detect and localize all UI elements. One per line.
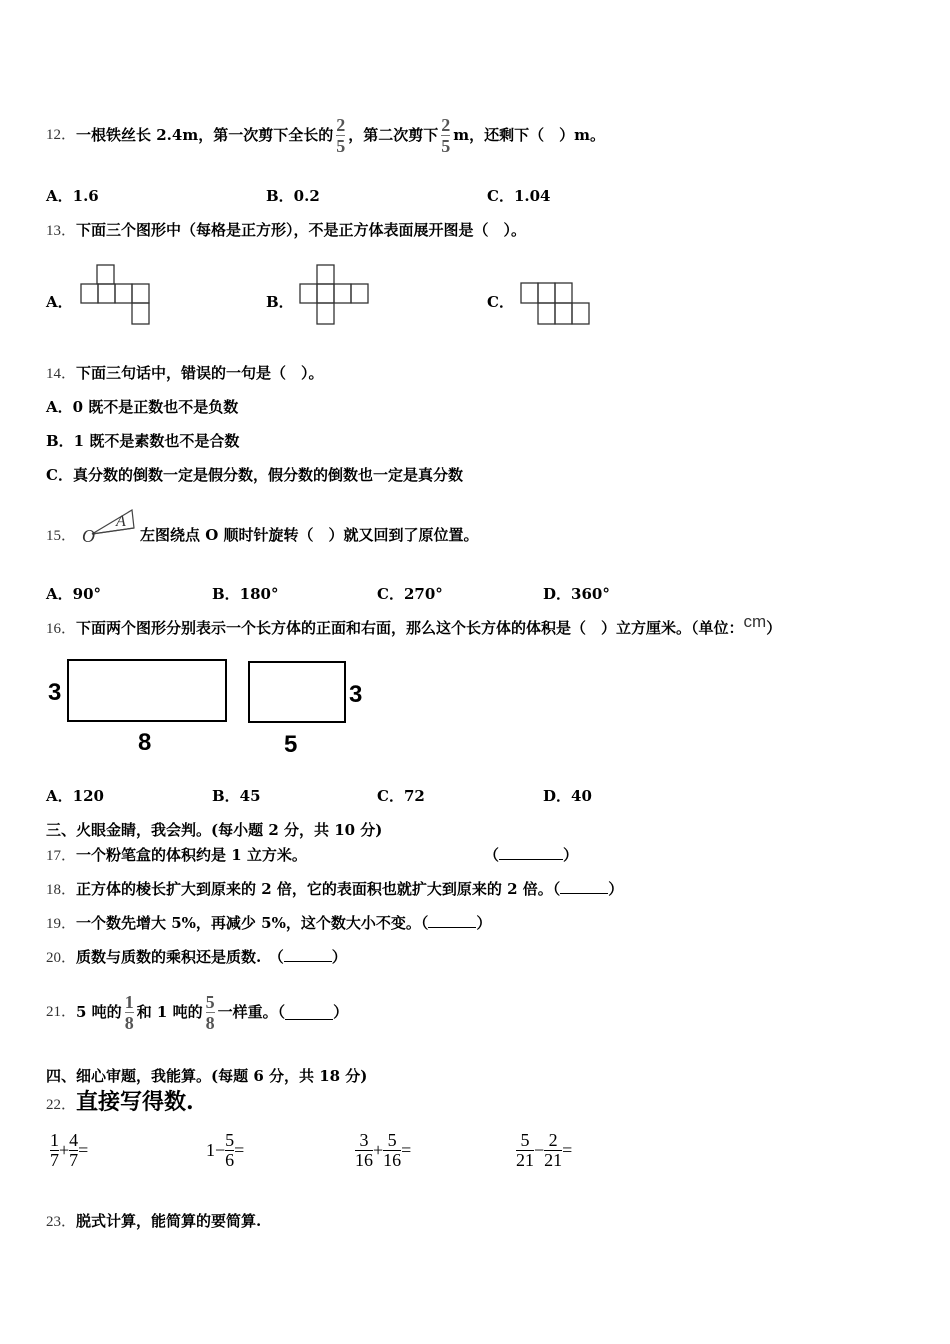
q15-option-b[interactable]: B．180° [212, 585, 279, 603]
q12-fraction-1 [336, 116, 345, 155]
q16-front-width: 8 [138, 729, 152, 756]
q23-line [46, 1211, 261, 1232]
expr-fraction [69, 1131, 78, 1170]
q22-expression-1 [50, 1131, 88, 1170]
q19-text: 一个数先增大 5%，再减少 5%，这个数大小不变。（ [76, 914, 429, 932]
q17-line [46, 845, 307, 866]
q18-close: ） [608, 880, 624, 898]
q15-text: 左图绕点 O 顺时针旋转（ ）就又回到了原位置。 [140, 526, 479, 544]
q21-blank[interactable] [285, 1005, 333, 1020]
q12-text-1: 一根铁丝长 2.4m，第一次剪下全长的 [76, 126, 334, 144]
fraction-numerator: 2 [336, 114, 346, 135]
q16-side-height: 3 [349, 681, 363, 708]
q18-text: 正方体的棱长扩大到原来的 2 倍，它的表面积也就扩大到原来的 2 倍。（ [76, 880, 561, 898]
q13-net-a [80, 264, 152, 326]
q13-option-c[interactable]: C． [487, 293, 514, 311]
expr-fraction [355, 1131, 373, 1170]
q12-text-2: ，第二次剪下 [348, 126, 439, 144]
q17-answer [484, 845, 578, 865]
denominator: 7 [69, 1150, 79, 1170]
q14-option-c[interactable]: C．真分数的倒数一定是假分数，假分数的倒数也一定是真分数 [46, 466, 463, 484]
q18-line [46, 879, 623, 900]
whole-number: 1 [206, 1140, 215, 1160]
q18-number: 18． [46, 882, 77, 898]
denominator: 21 [516, 1150, 534, 1170]
q21-text-3: 一样重。（ [217, 1003, 286, 1021]
numerator: 5 [225, 1130, 235, 1150]
expr-fraction [516, 1131, 534, 1170]
q13-text: 下面三个图形中（每格是正方形），不是正方体表面展开图是（ ）。 [76, 221, 527, 239]
fraction-denominator: 5 [336, 135, 346, 156]
q15-number [46, 525, 76, 546]
q21-number: 21． [46, 1004, 77, 1020]
q15-rotation-figure [82, 504, 138, 546]
q16-text: 下面两个图形分别表示一个长方体的正面和右面，那么这个长方体的体积是（ ）立方厘米。（单位： [76, 619, 744, 637]
q14-option-b[interactable]: B．1 既不是素数也不是合数 [46, 432, 240, 450]
q17-number: 17． [46, 848, 77, 864]
operator: − [215, 1140, 226, 1160]
q15-label-o: O [82, 526, 95, 546]
q12-text-3: m，还剩下（ ）m。 [453, 126, 605, 144]
q12-line [46, 105, 605, 165]
q19-number: 19． [46, 916, 77, 932]
fraction-numerator: 2 [441, 114, 451, 135]
q16-option-c[interactable]: C．72 [377, 787, 425, 805]
fraction-numerator: 5 [205, 991, 215, 1012]
q16-option-a[interactable]: A．120 [46, 787, 104, 805]
q21-fraction-2 [206, 993, 215, 1032]
q22-number: 22． [46, 1097, 77, 1113]
q13-line [46, 220, 526, 241]
q15-option-d[interactable]: D．360° [543, 585, 610, 603]
q13-number: 13． [46, 223, 77, 239]
operator: + [59, 1140, 70, 1160]
q16-side-width: 5 [284, 731, 298, 758]
q16-side-view [246, 658, 372, 758]
q12-option-a[interactable]: A．1.6 [46, 187, 99, 205]
q16-line [46, 612, 782, 639]
fraction-numerator: 1 [124, 991, 134, 1012]
q14-line [46, 363, 324, 384]
q17-blank[interactable] [499, 845, 563, 860]
q16-option-d[interactable]: D．40 [543, 787, 592, 805]
numerator: 1 [50, 1130, 59, 1150]
q19-blank[interactable] [428, 913, 476, 928]
q16-unit: cm [743, 612, 767, 631]
q20-text: 质数与质数的乘积还是质数. （ [76, 948, 284, 966]
q20-number: 20． [46, 950, 77, 966]
q17-open: （ [484, 846, 500, 864]
equals: = [78, 1140, 89, 1160]
q13-option-a[interactable]: A． [46, 293, 73, 311]
denominator: 6 [225, 1150, 235, 1170]
q15-number-text: 15． [46, 528, 77, 544]
q22-line [46, 1088, 194, 1119]
numerator: 3 [359, 1130, 369, 1150]
denominator: 21 [544, 1150, 563, 1170]
denominator: 16 [383, 1150, 402, 1170]
q13-option-b[interactable]: B． [266, 293, 294, 311]
q18-blank[interactable] [560, 879, 608, 894]
q16-number: 16． [46, 621, 77, 637]
equals: = [562, 1140, 573, 1160]
q15-option-c[interactable]: C．270° [377, 585, 443, 603]
q16-option-b[interactable]: B．45 [212, 787, 261, 805]
q22-expression-4 [516, 1131, 572, 1170]
equals: = [234, 1140, 245, 1160]
q21-text-2: 和 1 吨的 [136, 1003, 203, 1021]
q12-number: 12． [46, 127, 77, 143]
denominator: 7 [50, 1150, 59, 1170]
q14-number: 14． [46, 366, 77, 382]
q13-net-b [299, 264, 371, 326]
q17-text: 一个粉笔盒的体积约是 1 立方米。 [76, 846, 307, 864]
q17-close: ） [563, 846, 579, 864]
q15-label-a: A [116, 513, 126, 530]
numerator: 5 [387, 1130, 397, 1150]
q12-fraction-2 [441, 116, 450, 155]
q20-blank[interactable] [284, 947, 332, 962]
q20-line [46, 947, 347, 968]
q12-option-c[interactable]: C．1.04 [487, 187, 551, 205]
q14-text: 下面三句话中，错误的一句是（ ）。 [76, 364, 324, 382]
operator: − [534, 1140, 545, 1160]
q23-number: 23． [46, 1214, 77, 1230]
q22-expression-3 [355, 1131, 411, 1170]
q16-front-height: 3 [48, 679, 62, 706]
section3-title: 三、火眼金睛，我会判。(每小题 2 分，共 10 分) [46, 821, 383, 839]
section4-title: 四、细心审题，我能算。(每题 6 分，共 18 分) [46, 1067, 368, 1085]
q15-option-a[interactable]: A．90° [46, 585, 102, 603]
q16-close: ） [766, 619, 782, 637]
q12-option-b[interactable]: B．0.2 [266, 187, 320, 205]
numerator: 5 [520, 1130, 530, 1150]
q19-line [46, 913, 491, 934]
expr-fraction [225, 1131, 234, 1170]
q13-net-c [520, 282, 592, 326]
numerator: 2 [548, 1130, 558, 1150]
fraction-denominator: 8 [124, 1012, 134, 1033]
operator: + [373, 1140, 384, 1160]
expr-fraction [383, 1131, 401, 1170]
q22-text: 直接写得数. [76, 1089, 194, 1115]
q21-line [46, 982, 348, 1042]
q23-text: 脱式计算，能简算的要简算. [76, 1212, 262, 1230]
expr-fraction [50, 1131, 59, 1170]
q19-close: ） [476, 914, 492, 932]
q16-front-view [44, 656, 234, 756]
equals: = [401, 1140, 412, 1160]
q22-expression-2 [206, 1131, 244, 1170]
q21-fraction-1 [125, 993, 134, 1032]
fraction-denominator: 5 [441, 135, 451, 156]
fraction-denominator: 8 [205, 1012, 215, 1033]
denominator: 16 [355, 1150, 373, 1170]
expr-fraction [544, 1131, 562, 1170]
numerator: 4 [69, 1130, 79, 1150]
q21-close: ） [333, 1003, 349, 1021]
q14-option-a[interactable]: A．0 既不是正数也不是负数 [46, 398, 239, 416]
q20-close: ） [331, 948, 347, 966]
q21-text-1: 5 吨的 [76, 1003, 122, 1021]
